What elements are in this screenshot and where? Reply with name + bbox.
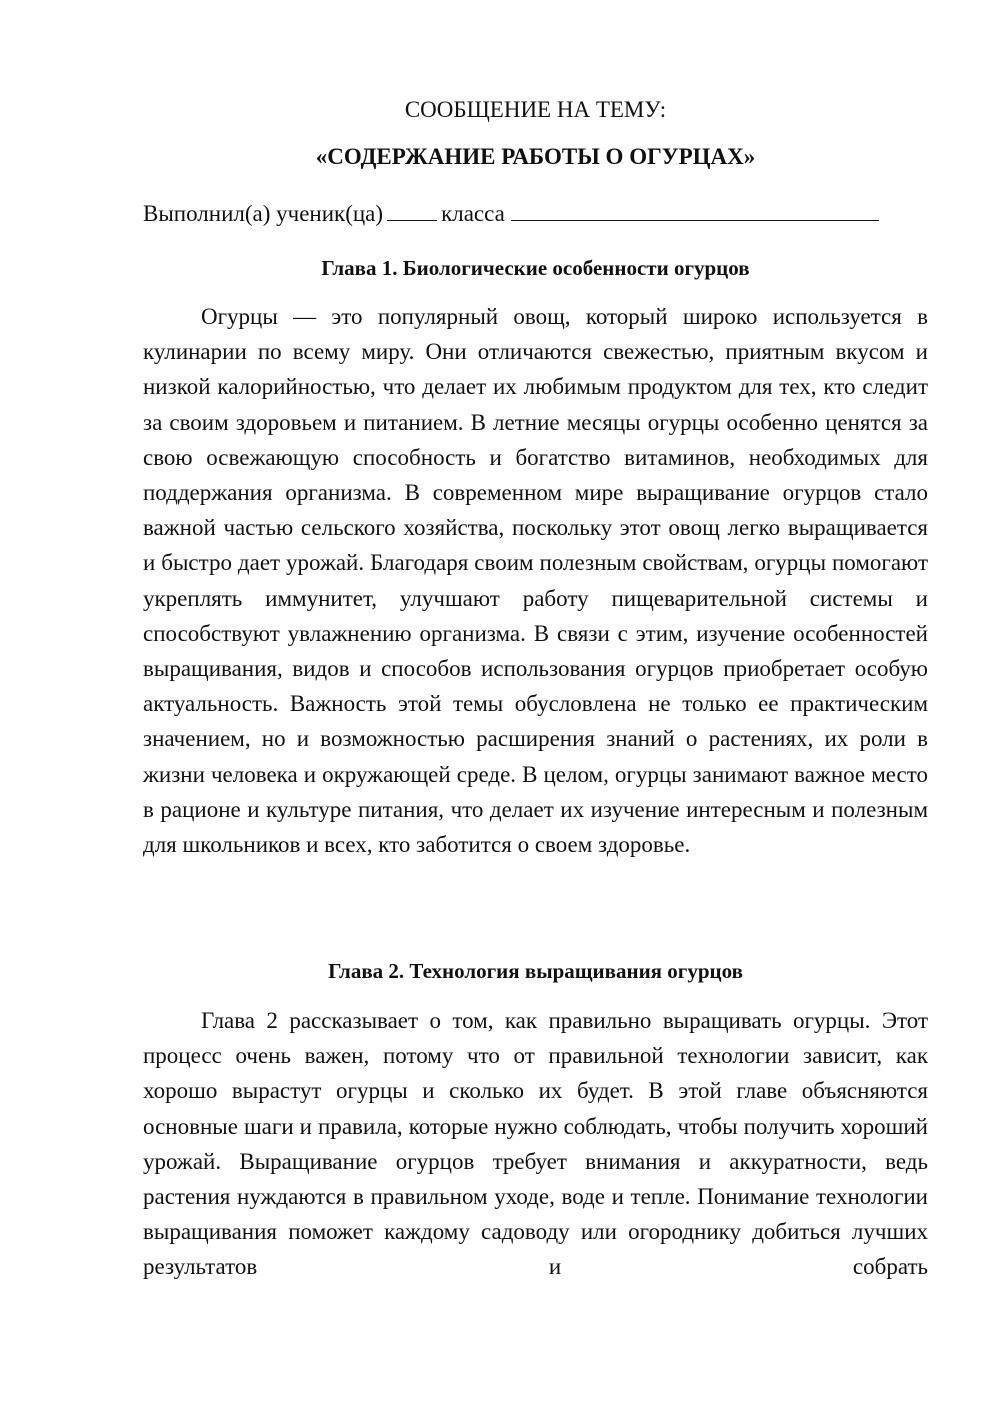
student-name-blank [511, 198, 879, 221]
author-line [143, 198, 928, 229]
chapter2-paragraph: Глава 2 рассказывает о том, как правильно выращивать огурцы. Этот процесс очень важен, потому что от правильной технологии зависит, как хорошо вырастут огурцы и сколько их будет. В этой главе объясняются основные шаги и правила, которые нужно соблюдать, чтобы получить хороший урожай. Выращивание огурцов требует внимания и аккуратности, ведь растения нуждаются в правильном уходе, воде и тепле. Понимание технологии выращивания поможет каждому садоводу или огороднику добиться лучших результатов и собрать [143, 1008, 928, 1280]
class-label: класса [441, 201, 505, 226]
chapter1-paragraph: Огурцы — это популярный овощ, который широко используется в кулинарии по всему миру. Они отличаются свежестью, приятным вкусом и низкой калорийностью, что делает их любимым продуктом для тех, кто следит за своим здоровьем и питанием. В летние месяцы огурцы особенно ценятся за свою освежающую способность и богатство витаминов, необходимых для поддержания организма. В современном мире выращивание огурцов стало важной частью сельского хозяйства, поскольку этот овощ легко выращивается и быстро дает урожай. Благодаря своим полезным свойствам, огурцы помогают укреплять иммунитет, улучшают работу пищеварительной системы и способствуют увлажнению организма. В связи с этим, изучение особенностей выращивания, видов и способов использования огурцов приобретает особую актуальность. Важность этой темы обусловлена не только ее практическим значением, но и возможностью расширения знаний о растениях, их роли в жизни человека и окружающей среде. В целом, огурцы занимают важное место в рационе и культуре питания, что делает их изучение интересным и полезным для школьников и всех, кто заботится о своем здоровье. [143, 304, 928, 858]
author-prefix: Выполнил(а) ученик(ца) [143, 201, 384, 226]
document-title-topic: «СОДЕРЖАНИЕ РАБОТЫ О ОГУРЦАХ» [315, 144, 756, 169]
chapter1-heading: Глава 1. Биологические особенности огурцов [321, 256, 750, 280]
class-number-blank [387, 198, 437, 221]
document-title-line1: СООБЩЕНИЕ НА ТЕМУ: [404, 97, 667, 122]
chapter2-heading: Глава 2. Технология выращивания огурцов [328, 959, 743, 983]
